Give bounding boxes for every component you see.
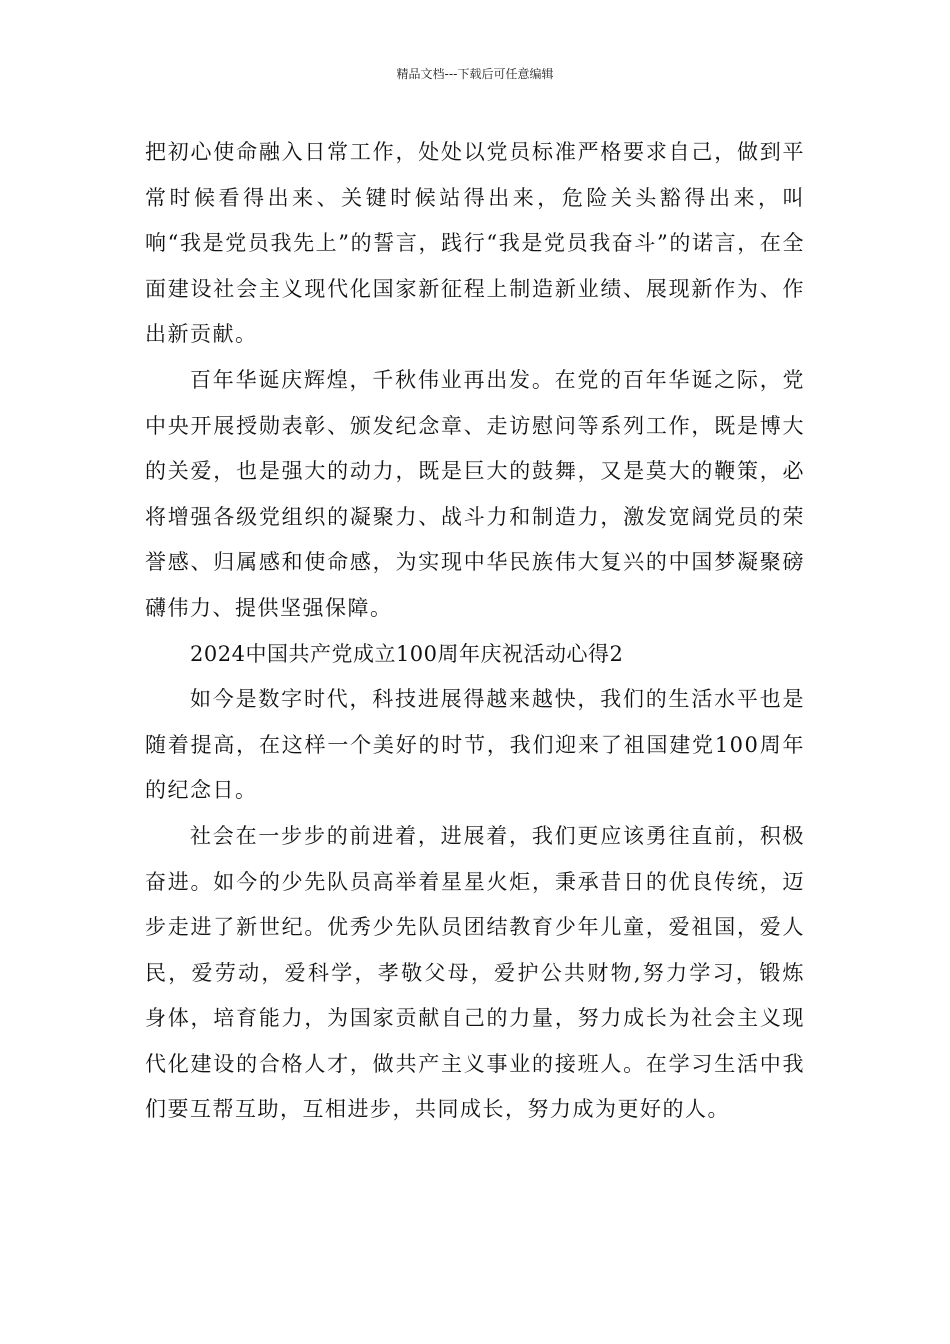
paragraph-digital-era: 如今是数字时代，科技进展得越来越快，我们的生活水平也是随着提高，在这样一个美好的时节，我们迎来了祖国建党100周年的纪念日。 <box>145 687 805 803</box>
paragraph-continuation: 把初心使命融入日常工作，处处以党员标准严格要求自己，做到平常时候看得出来、关键时候站得出来，危险关头豁得出来，叫响“我是党员我先上”的誓言，践行“我是党员我奋斗”的诺言，在全面建设社会主义现代化国家新征程上制造新业绩、展现新作为、作出新贡献。 <box>145 140 805 347</box>
section-heading: 2024中国共产党成立100周年庆祝活动心得2 <box>190 641 624 666</box>
paragraph-young-pioneers: 社会在一步步的前进着，进展着，我们更应该勇往直前，积极奋进。如今的少先队员高举着星星火炬，秉承昔日的优良传统，迈步走进了新世纪。优秀少先队员团结教育少年儿童，爱祖国，爱人民，爱劳动，爱科学，孝敬父母，爱护公共财物,努力学习，锻炼身体，培育能力，为国家贡献自己的力量，努力成长为社会主义现代化建设的合格人才，做共产主义事业的接班人。在学习生活中我们要互帮互助，互相进步，共同成长，努力成为更好的人。 <box>145 823 805 1122</box>
document-body <box>145 130 805 1133</box>
paragraph-centennial: 百年华诞庆辉煌，千秋伟业再出发。在党的百年华诞之际，党中央开展授勋表彰、颁发纪念章、走访慰问等系列工作，既是博大的关爱，也是强大的动力，既是巨大的鼓舞，又是莫大的鞭策，必将增强各级党组织的凝聚力、战斗力和制造力，激发宽阔党员的荣誉感、归属感和使命感，为实现中华民族伟大复兴的中国梦凝聚磅礴伟力、提供坚强保障。 <box>145 367 805 620</box>
page-header: 精品文档---下载后可任意编辑 <box>396 67 554 81</box>
